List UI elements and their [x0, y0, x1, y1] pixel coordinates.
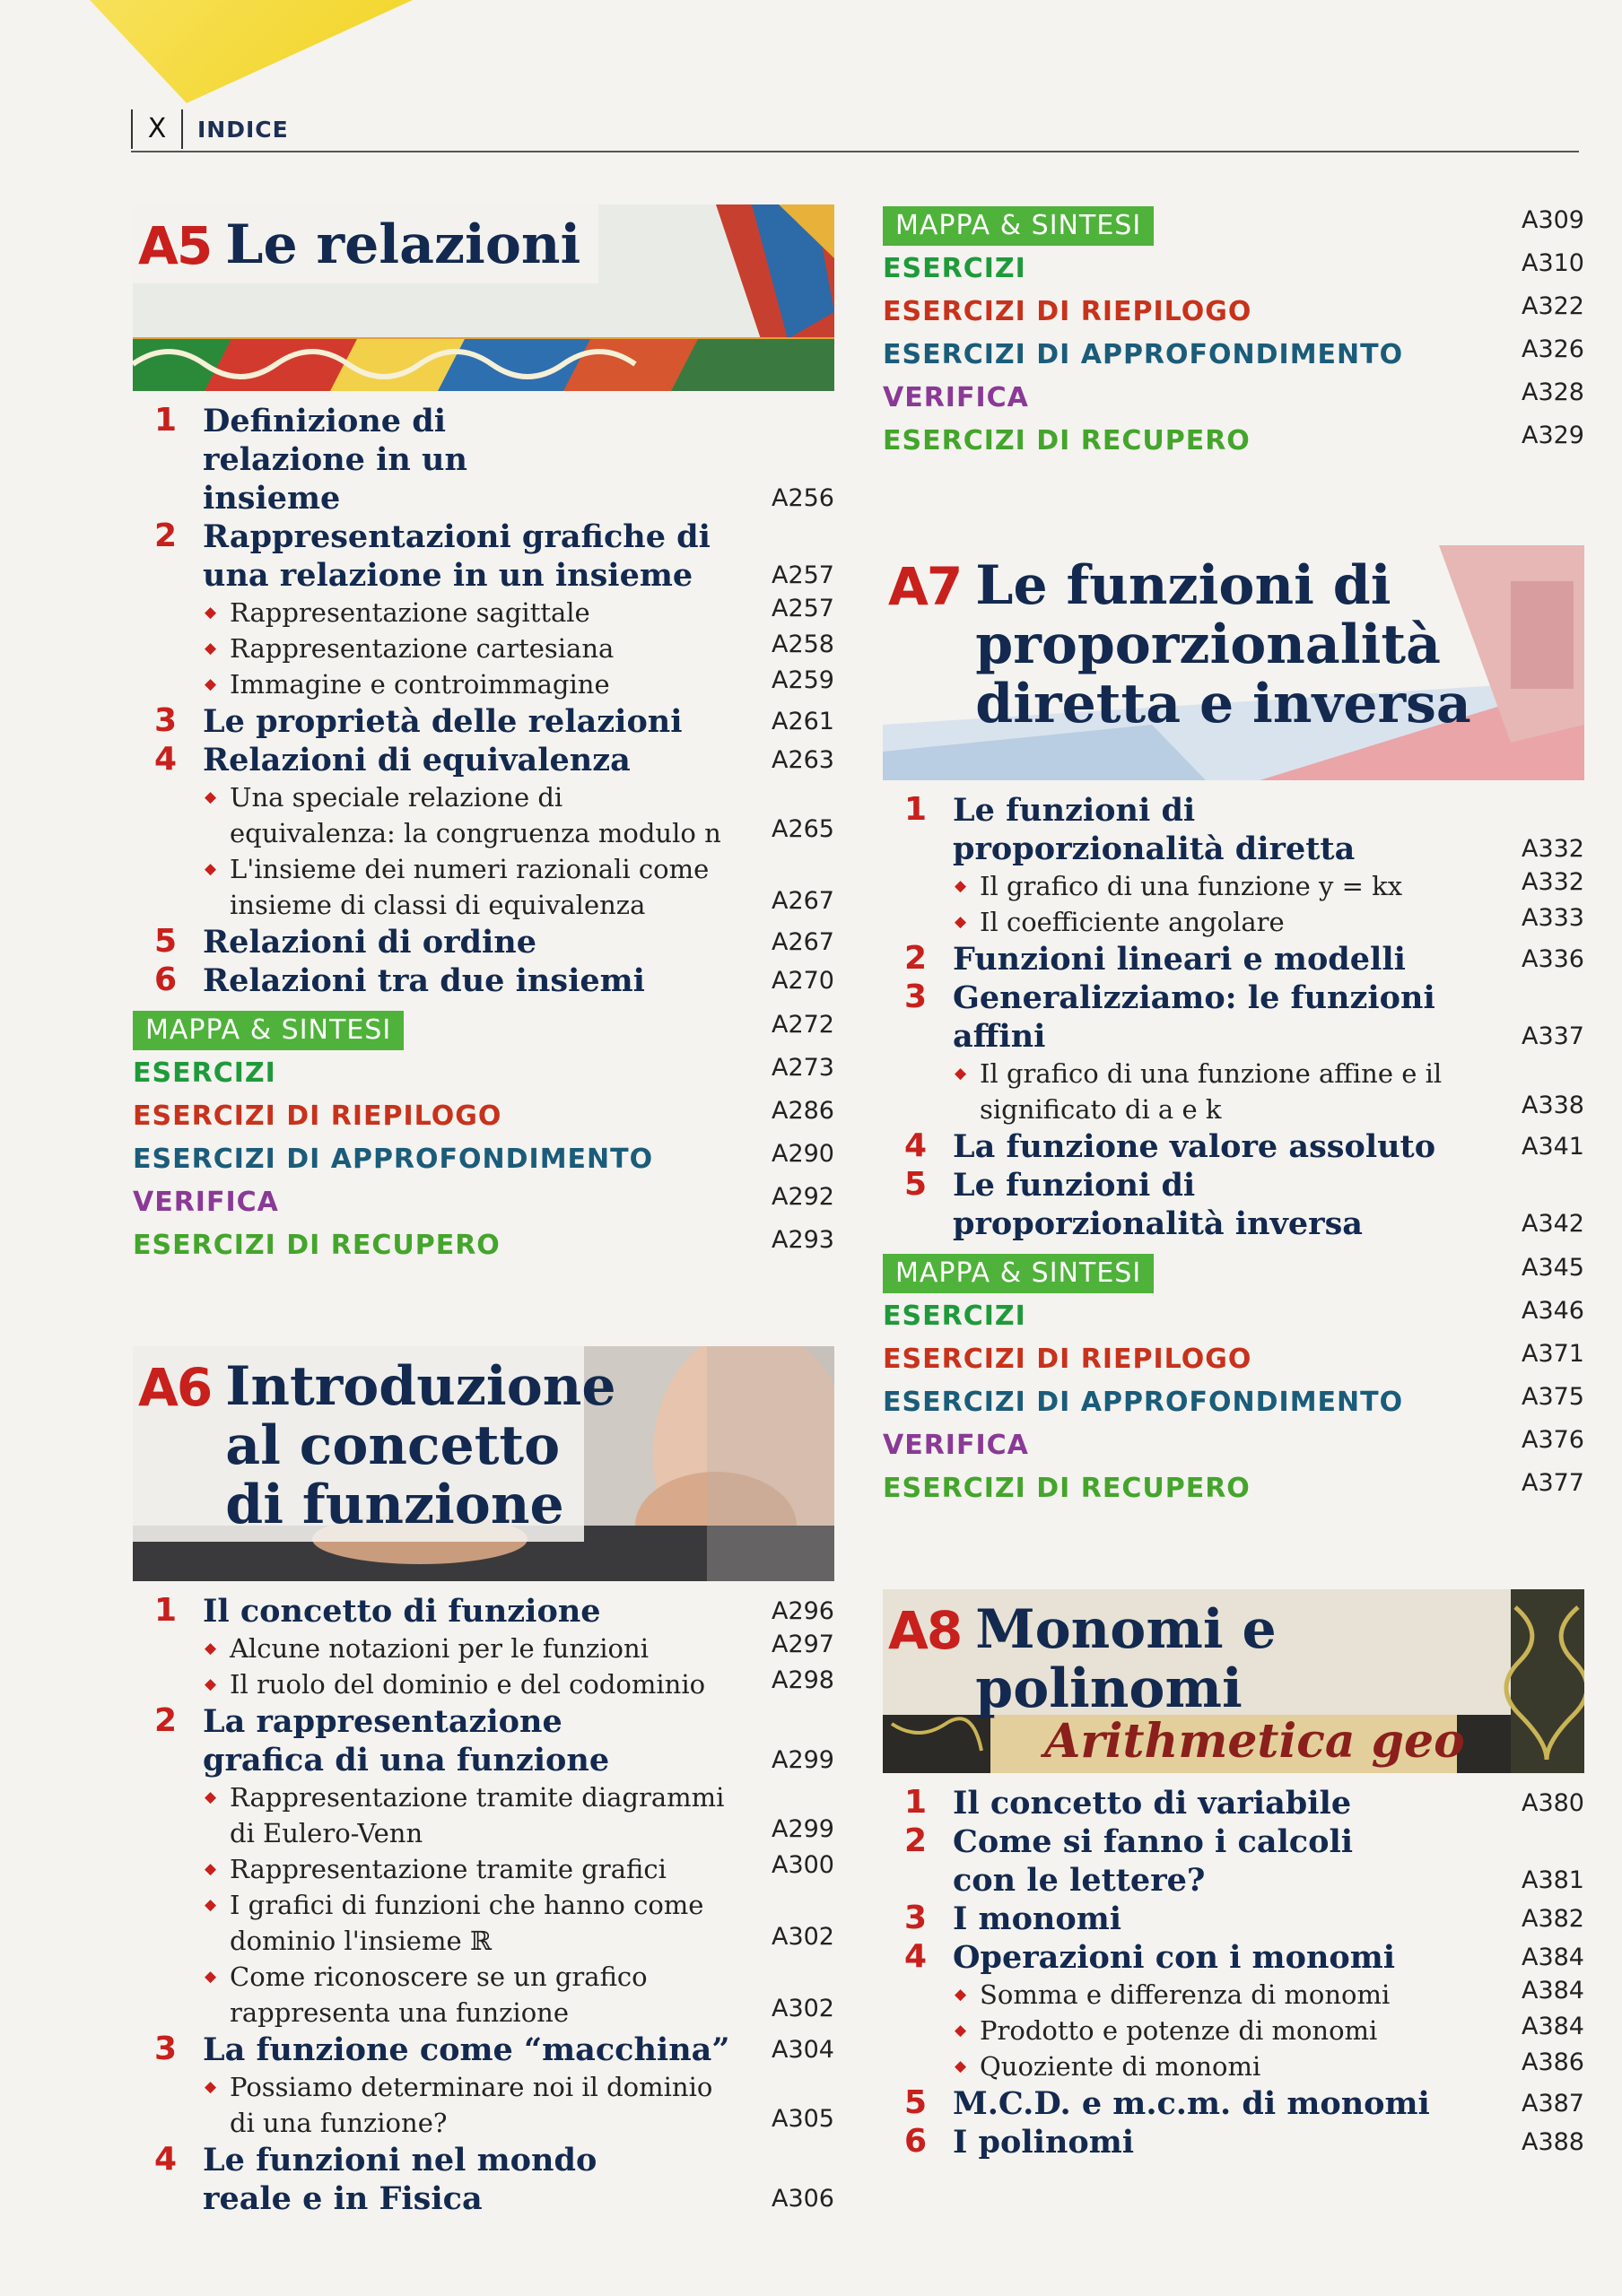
entry-number: 1: [154, 402, 178, 439]
toc-subentry[interactable]: [203, 1887, 834, 1959]
entry-page: A270: [771, 967, 834, 995]
section-page: A346: [1521, 1297, 1584, 1325]
section-recupero[interactable]: [883, 1467, 1584, 1510]
page-header: [131, 109, 1579, 152]
section-label: VERIFICA: [133, 1187, 279, 1218]
entry-page: A300: [771, 1851, 834, 1879]
toc-subentry[interactable]: [203, 666, 834, 702]
entry-page: A258: [771, 631, 834, 658]
toc-subentry[interactable]: [953, 1056, 1584, 1127]
section-page: A293: [771, 1226, 834, 1254]
section-label: ESERCIZI DI APPROFONDIMENTO: [133, 1144, 654, 1175]
entry-title: Generalizziamo: le funzioni affini: [953, 979, 1435, 1055]
entry-page: A305: [771, 2105, 834, 2133]
toc-entry[interactable]: [133, 702, 834, 741]
toc-entry[interactable]: [133, 923, 834, 961]
section-label: ESERCIZI DI RECUPERO: [133, 1230, 501, 1261]
entry-page: A257: [771, 595, 834, 622]
chapter-title: Monomi e polinomi: [975, 1598, 1277, 1720]
entry-page: A380: [1521, 1789, 1584, 1817]
entry-number: 1: [904, 1784, 928, 1821]
toc-subentry[interactable]: [953, 904, 1584, 940]
chapter-banner-a8: [883, 1589, 1584, 1773]
chapter-code: A5: [138, 215, 212, 276]
section-esercizi[interactable]: [883, 248, 1584, 291]
section-recupero[interactable]: [883, 420, 1584, 463]
entry-number: 5: [904, 2084, 928, 2121]
chapter-a8: [883, 1589, 1584, 2161]
toc-subentry[interactable]: [953, 2013, 1584, 2048]
toc-entry[interactable]: [133, 961, 834, 1000]
section-page: A272: [771, 1011, 834, 1039]
section-page: A377: [1521, 1469, 1584, 1497]
entry-page: A382: [1521, 1905, 1584, 1933]
toc-subentry[interactable]: [203, 2069, 834, 2141]
entry-title: Rappresentazioni grafiche di una relazione in un insieme: [203, 518, 711, 594]
toc-entry[interactable]: [133, 1702, 834, 1779]
toc-subentry[interactable]: [203, 851, 834, 923]
section-page: A371: [1521, 1340, 1584, 1368]
section-verifica[interactable]: [883, 1424, 1584, 1467]
toc-entry[interactable]: [883, 1938, 1584, 1977]
entry-page: A336: [1521, 945, 1584, 973]
subentry-title: Come riconoscere se un grafico rappresenta una funzione: [230, 1961, 648, 2028]
subentry-title: Prodotto e potenze di monomi: [980, 2015, 1378, 2046]
entry-number: 2: [904, 940, 928, 977]
section-page: A376: [1521, 1426, 1584, 1454]
toc-entry[interactable]: [133, 2141, 834, 2218]
subentry-title: Immagine e controimmagine: [230, 669, 610, 700]
entry-number: 4: [904, 1127, 928, 1164]
chapter-code: A8: [888, 1600, 962, 1661]
section-verifica[interactable]: [133, 1181, 834, 1224]
toc-entry[interactable]: [883, 1822, 1584, 1900]
entry-title: I polinomi: [953, 2124, 1135, 2161]
toc-subentry[interactable]: [203, 779, 834, 851]
entry-page: A267: [771, 928, 834, 956]
entry-page: A338: [1521, 1091, 1584, 1119]
entry-page: A296: [771, 1597, 834, 1625]
entry-page: A302: [771, 1923, 834, 1951]
entry-page: A299: [771, 1815, 834, 1843]
section-riepilogo[interactable]: [133, 1095, 834, 1138]
section-label: ESERCIZI: [133, 1057, 276, 1089]
section-approfondimento[interactable]: [883, 334, 1584, 377]
section-label: ESERCIZI DI APPROFONDIMENTO: [883, 1387, 1404, 1418]
entry-title: Le funzioni di proporzionalità inversa: [953, 1167, 1363, 1242]
entry-page: A261: [771, 708, 834, 735]
section-label: ESERCIZI DI RIEPILOGO: [883, 296, 1252, 327]
section-label: ESERCIZI DI APPROFONDIMENTO: [883, 339, 1404, 370]
toc-subentry[interactable]: [953, 868, 1584, 904]
section-approfondimento[interactable]: [133, 1138, 834, 1181]
toc-subentry[interactable]: [203, 1666, 834, 1702]
entry-page: A297: [771, 1631, 834, 1658]
entry-title: Relazioni di equivalenza: [203, 742, 631, 778]
section-page: A326: [1521, 335, 1584, 363]
section-verifica[interactable]: [883, 377, 1584, 420]
entry-page: A341: [1521, 1133, 1584, 1161]
section-label: MAPPA & SINTESI: [883, 1254, 1154, 1293]
section-mappa-sintesi[interactable]: [883, 1252, 1584, 1295]
subentry-title: I grafici di funzioni che hanno come dominio l'insieme ℝ: [230, 1890, 704, 1956]
section-page: A286: [771, 1097, 834, 1125]
chapter-a5: [133, 204, 834, 1267]
chapter-title: Le relazioni: [225, 213, 581, 276]
section-label: ESERCIZI: [883, 253, 1026, 284]
section-label: ESERCIZI DI RIEPILOGO: [883, 1344, 1252, 1375]
entry-page: A332: [1521, 868, 1584, 896]
entry-number: 1: [154, 1592, 178, 1629]
subentry-title: Quoziente di monomi: [980, 2051, 1261, 2082]
entry-page: A384: [1521, 1977, 1584, 2005]
entry-number: 5: [904, 1166, 928, 1203]
toc-entry[interactable]: [133, 2031, 834, 2069]
entry-page: A384: [1521, 2013, 1584, 2040]
toc-entry[interactable]: [883, 978, 1584, 1056]
toc-entry[interactable]: [883, 2123, 1584, 2161]
entry-title: Le funzioni di proporzionalità diretta: [953, 792, 1356, 867]
section-riepilogo[interactable]: [883, 291, 1584, 334]
chapter-title-box-a7: [883, 545, 1496, 741]
toc-subentry[interactable]: [203, 1851, 834, 1887]
section-mappa-sintesi[interactable]: [883, 204, 1584, 248]
section-page: A309: [1521, 206, 1584, 234]
section-page: A375: [1521, 1383, 1584, 1411]
chapter-a6-sections: [883, 204, 1584, 463]
entry-number: 3: [154, 2031, 178, 2067]
entry-page: A304: [771, 2036, 834, 2064]
entry-number: 2: [904, 1822, 928, 1859]
chapter-title: Introduzione al concetto di funzione: [225, 1355, 616, 1536]
subentry-title: Alcune notazioni per le funzioni: [230, 1633, 649, 1664]
section-page: A290: [771, 1140, 834, 1168]
entry-page: A381: [1521, 1866, 1584, 1894]
subentry-title: Rappresentazione tramite grafici: [230, 1854, 667, 1884]
entry-title: M.C.D. e m.c.m. di monomi: [953, 2085, 1430, 2122]
entry-page: A299: [771, 1746, 834, 1774]
entry-title: La funzione come “macchina”: [203, 2031, 730, 2068]
section-page: A310: [1521, 249, 1584, 277]
entry-page: A257: [771, 561, 834, 589]
entry-title: Relazioni tra due insiemi: [203, 962, 645, 999]
section-page: A273: [771, 1054, 834, 1082]
section-label: VERIFICA: [883, 1430, 1029, 1461]
chapter-code: A7: [888, 556, 962, 617]
section-recupero[interactable]: [133, 1224, 834, 1267]
chapter-title: Le funzioni di proporzionalità diretta e inversa: [975, 554, 1471, 735]
section-label: ESERCIZI: [883, 1300, 1026, 1332]
entry-number: 2: [154, 1702, 178, 1739]
subentry-title: Rappresentazione cartesiana: [230, 633, 615, 664]
toc-entry[interactable]: [883, 2084, 1584, 2123]
section-label: MAPPA & SINTESI: [883, 206, 1154, 246]
entry-page: A265: [771, 815, 834, 843]
entry-title: La rappresentazione grafica di una funzione: [203, 1703, 610, 1779]
toc-subentry[interactable]: [203, 631, 834, 666]
entry-number: 3: [904, 1900, 928, 1936]
toc-entry[interactable]: [883, 1900, 1584, 1938]
entry-page: A306: [771, 2185, 834, 2213]
entry-number: 4: [154, 2141, 178, 2178]
subentry-title: L'insieme dei numeri razionali come insieme di classi di equivalenza: [230, 854, 710, 920]
section-riepilogo[interactable]: [883, 1338, 1584, 1381]
entry-title: Operazioni con i monomi: [953, 1939, 1396, 1976]
entry-page: A342: [1521, 1210, 1584, 1238]
entry-page: A384: [1521, 1944, 1584, 1971]
entry-title: Le funzioni nel mondo reale e in Fisica: [203, 2142, 597, 2217]
subentry-title: Il ruolo del dominio e del codominio: [230, 1669, 706, 1700]
toc-entry[interactable]: [133, 517, 834, 595]
section-page: A322: [1521, 292, 1584, 320]
chapter-title-box-a8: [883, 1589, 1298, 1726]
entry-title: Come si fanno i calcoli con le lettere?: [953, 1823, 1354, 1899]
toc-subentry[interactable]: [203, 1959, 834, 2031]
entry-number: 6: [904, 2123, 928, 2160]
entry-title: I monomi: [953, 1900, 1122, 1937]
section-mappa-sintesi[interactable]: [133, 1009, 834, 1052]
entry-number: 1: [904, 791, 928, 828]
toc-subentry[interactable]: [203, 595, 834, 631]
toc-entry[interactable]: [133, 741, 834, 779]
entry-page: A267: [771, 887, 834, 915]
section-esercizi[interactable]: [133, 1052, 834, 1095]
entry-page: A387: [1521, 2090, 1584, 2118]
subentry-title: Possiamo determinare noi il dominio di una funzione?: [230, 2072, 713, 2138]
toc-entry[interactable]: [883, 1784, 1584, 1822]
section-page: A292: [771, 1183, 834, 1211]
entry-title: Il concetto di variabile: [953, 1785, 1352, 1822]
toc-entry[interactable]: [883, 1127, 1584, 1166]
entry-number: 3: [154, 702, 178, 739]
chapter-banner-a5: [133, 204, 834, 391]
section-label: VERIFICA: [883, 382, 1029, 413]
section-approfondimento[interactable]: [883, 1381, 1584, 1424]
chapter-banner-a7: [883, 545, 1584, 780]
section-label: ESERCIZI DI RIEPILOGO: [133, 1100, 502, 1132]
chapter-code: A6: [138, 1357, 212, 1418]
subentry-title: Una speciale relazione di equivalenza: la congruenza modulo n: [230, 782, 721, 848]
section-page: A345: [1521, 1254, 1584, 1282]
entry-title: La funzione valore assoluto: [953, 1128, 1436, 1165]
entry-page: A386: [1521, 2048, 1584, 2076]
section-esercizi[interactable]: [883, 1295, 1584, 1338]
section-label: MAPPA & SINTESI: [133, 1011, 404, 1050]
right-column: [883, 204, 1584, 2187]
entry-page: A333: [1521, 904, 1584, 932]
toc-subentry[interactable]: [203, 1779, 834, 1851]
entry-title: Le proprietà delle relazioni: [203, 703, 683, 740]
entry-page: A263: [771, 746, 834, 774]
entry-title: Il concetto di funzione: [203, 1593, 601, 1630]
entry-number: 3: [904, 978, 928, 1015]
subentry-title: Rappresentazione tramite diagrammi di Eulero-Venn: [230, 1782, 725, 1848]
entry-number: 5: [154, 923, 178, 960]
entry-page: A256: [771, 484, 834, 512]
toc-entry[interactable]: [133, 402, 834, 517]
section-label: ESERCIZI DI RECUPERO: [883, 1473, 1251, 1504]
page-number: X: [131, 109, 183, 149]
entry-number: 6: [154, 961, 178, 998]
entry-page: A259: [771, 666, 834, 694]
decorative-corner: [90, 0, 413, 103]
chapter-title-box-a5: [133, 204, 598, 283]
section-label: ESERCIZI DI RECUPERO: [883, 425, 1251, 457]
subentry-title: Il grafico di una funzione affine e il significato di a e k: [980, 1058, 1443, 1125]
entry-page: A302: [771, 1995, 834, 2022]
entry-page: A332: [1521, 835, 1584, 863]
subentry-title: Il coefficiente angolare: [980, 907, 1285, 937]
entry-page: A337: [1521, 1022, 1584, 1050]
left-column: [133, 204, 834, 2243]
entry-number: 2: [154, 517, 178, 554]
subentry-title: Rappresentazione sagittale: [230, 597, 590, 628]
entry-number: 4: [154, 741, 178, 778]
toc-entry[interactable]: [883, 940, 1584, 978]
header-label: INDICE: [197, 117, 289, 143]
entry-number: 4: [904, 1938, 928, 1975]
toc-subentry[interactable]: [203, 1631, 834, 1666]
chapter-title-box-a6: [133, 1346, 616, 1542]
chapter-a6: [133, 1346, 834, 2218]
toc-subentry[interactable]: [953, 1977, 1584, 2013]
toc-entry[interactable]: [133, 1592, 834, 1631]
toc-subentry[interactable]: [953, 2048, 1584, 2084]
entry-title: Relazioni di ordine: [203, 924, 536, 961]
subentry-title: Somma e differenza di monomi: [980, 1979, 1391, 2010]
section-page: A328: [1521, 378, 1584, 406]
entry-title: Funzioni lineari e modelli: [953, 941, 1406, 978]
banner-blackletter-text: Arithmetica geo: [1044, 1714, 1465, 1769]
section-page: A329: [1521, 422, 1584, 449]
subentry-title: Il grafico di una funzione y = kx: [980, 871, 1403, 901]
chapter-banner-a6: [133, 1346, 834, 1581]
chapter-a7: [883, 545, 1584, 1510]
toc-entry[interactable]: [883, 791, 1584, 868]
entry-page: A298: [771, 1666, 834, 1694]
toc-entry[interactable]: [883, 1166, 1584, 1243]
entry-title: Definizione di relazione in un insieme: [203, 403, 467, 517]
entry-page: A388: [1521, 2128, 1584, 2156]
